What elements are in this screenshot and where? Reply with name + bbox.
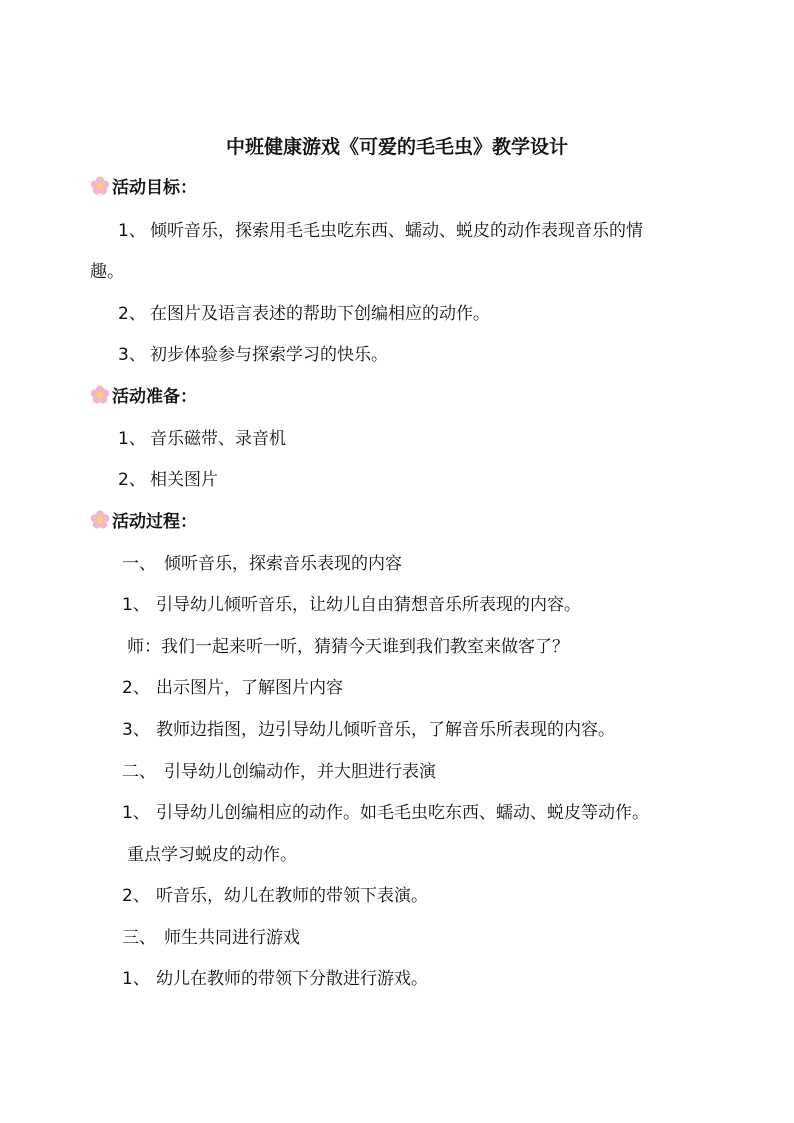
- list-item: [127, 636, 569, 658]
- list-number: 三、: [122, 928, 156, 948]
- list-text: 引导幼儿创编相应的动作。如毛毛虫吃东西、蠕动、蜕皮等动作。: [156, 803, 649, 823]
- list-number: 2、: [118, 304, 146, 324]
- list-text: 相关图片: [150, 470, 218, 490]
- list-number: 1、: [118, 429, 146, 449]
- list-number: 3、: [118, 345, 146, 365]
- list-number: 2、: [118, 470, 146, 490]
- list-item: [122, 594, 581, 616]
- section-heading-label: 活动准备：: [112, 387, 197, 407]
- list-item: [122, 802, 649, 824]
- list-item: [90, 261, 124, 283]
- list-number: 2、: [122, 886, 150, 906]
- section-heading-goals: [90, 176, 197, 200]
- document-title: 中班健康游戏《可爱的毛毛虫》教学设计: [225, 136, 568, 158]
- list-number: 2、: [122, 678, 150, 698]
- list-item: [122, 553, 402, 575]
- list-item: [127, 844, 297, 866]
- list-item: [122, 761, 436, 783]
- list-text: 听音乐，幼儿在教师的带领下表演。: [156, 886, 428, 906]
- section-heading-process: [90, 510, 197, 534]
- list-text: 倾听音乐，探索用毛毛虫吃东西、蠕动、蜕皮的动作表现音乐的情: [150, 221, 643, 241]
- list-item: [118, 303, 490, 325]
- flower-bullet-icon: [90, 176, 110, 196]
- list-text: 师生共同进行游戏: [164, 928, 300, 948]
- flower-bullet-icon: [90, 385, 110, 405]
- list-text: 师：我们一起来听一听，猜猜今天谁到我们教室来做客了？: [127, 637, 569, 657]
- list-item: [122, 719, 615, 741]
- list-text: 幼儿在教师的带领下分散进行游戏。: [156, 969, 428, 989]
- list-number: 一、: [122, 554, 156, 574]
- list-item: [122, 968, 428, 990]
- list-text: 引导幼儿倾听音乐，让幼儿自由猜想音乐所表现的内容。: [156, 595, 581, 615]
- list-number: 二、: [122, 762, 156, 782]
- list-text: 出示图片，了解图片内容: [156, 678, 343, 698]
- list-text: 初步体验参与探索学习的快乐。: [150, 345, 388, 365]
- list-text: 在图片及语言表述的帮助下创编相应的动作。: [150, 304, 490, 324]
- list-number: 1、: [122, 803, 150, 823]
- list-text: 教师边指图，边引导幼儿倾听音乐，了解音乐所表现的内容。: [156, 720, 615, 740]
- list-number: 3、: [122, 720, 150, 740]
- list-number: 1、: [122, 969, 150, 989]
- list-item: [118, 220, 643, 242]
- section-heading-label: 活动目标：: [112, 178, 197, 198]
- list-text: 重点学习蜕皮的动作。: [127, 845, 297, 865]
- list-text: 音乐磁带、录音机: [150, 429, 286, 449]
- list-item: [118, 344, 388, 366]
- section-heading-preparation: [90, 385, 197, 409]
- list-number: 1、: [122, 595, 150, 615]
- list-number: 1、: [118, 221, 146, 241]
- list-text: 引导幼儿创编动作，并大胆进行表演: [164, 762, 436, 782]
- list-item: [122, 677, 343, 699]
- list-item: [122, 927, 300, 949]
- list-item: [118, 428, 286, 450]
- list-item: [122, 885, 428, 907]
- list-item: [118, 469, 218, 491]
- flower-bullet-icon: [90, 510, 110, 530]
- list-text: 趣。: [90, 262, 124, 282]
- section-heading-label: 活动过程：: [112, 512, 197, 532]
- list-text: 倾听音乐，探索音乐表现的内容: [164, 554, 402, 574]
